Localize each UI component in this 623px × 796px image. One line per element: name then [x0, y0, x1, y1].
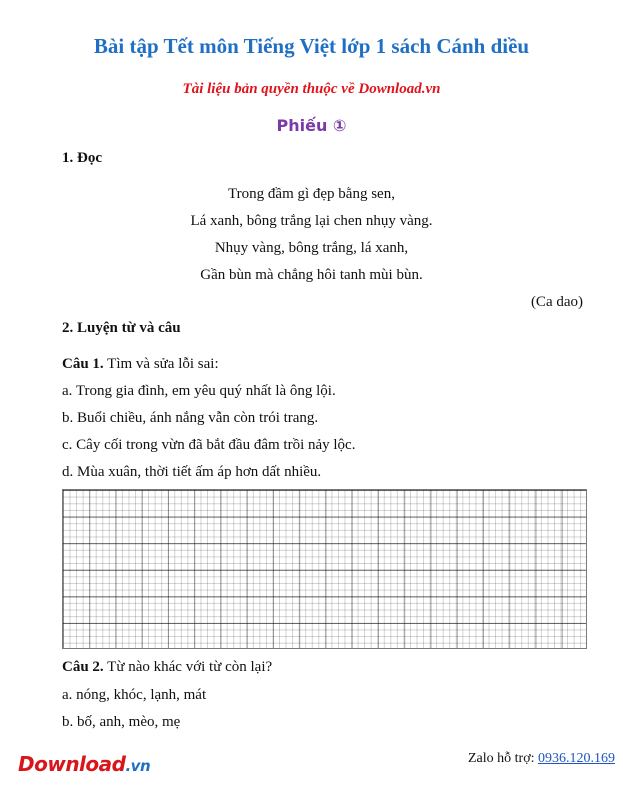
- question-1-item: a. Trong gia đình, em yêu quý nhất là ông lội.: [62, 383, 336, 399]
- section-vocab-heading: 2. Luyện từ và câu: [62, 320, 181, 336]
- question-2-item: a. nóng, khóc, lạnh, mát: [62, 687, 207, 703]
- poem-line: Lá xanh, bông trắng lại chen nhụy vàng.: [190, 213, 433, 229]
- section-reading-heading: 1. Đọc: [62, 150, 102, 166]
- logo-tld-text: .vn: [125, 757, 151, 775]
- question-1-prompt: [62, 356, 219, 373]
- poem-source: (Ca dao): [530, 294, 583, 310]
- page-title: Bài tập Tết môn Tiếng Việt lớp 1 sách Cánh diều: [93, 34, 530, 58]
- logo-main-text: Download: [18, 752, 126, 776]
- sheet-label: Phiếu ①: [276, 116, 347, 135]
- zalo-support: [468, 751, 615, 767]
- copyright-note: Tài liệu bản quyền thuộc về Download.vn: [182, 81, 441, 97]
- question-1-label: Câu 1.: [62, 356, 104, 372]
- question-1-text: Tìm và sửa lỗi sai:: [107, 356, 219, 372]
- download-logo[interactable]: [18, 752, 150, 776]
- question-1-item: b. Buổi chiều, ánh nắng vẫn còn trói trang.: [62, 410, 319, 426]
- zalo-support-label: Zalo hỗ trợ:: [468, 751, 535, 766]
- question-2-item: b. bố, anh, mèo, mẹ: [62, 714, 181, 730]
- poem-line: Gần bùn mà chẳng hôi tanh mùi bùn.: [200, 267, 423, 283]
- question-2-prompt: [62, 659, 272, 676]
- poem-line: Trong đầm gì đẹp bằng sen,: [228, 186, 395, 202]
- zalo-phone-link[interactable]: 0936.120.169: [538, 751, 615, 766]
- question-2-text: Từ nào khác với từ còn lại?: [107, 659, 273, 675]
- question-1-item: c. Cây cối trong vừn đã bắt đầu đâm trồi nảy lộc.: [62, 437, 356, 453]
- writing-grid[interactable]: [62, 489, 587, 649]
- poem-line: Nhụy vàng, bông trắng, lá xanh,: [214, 240, 409, 256]
- question-2-label: Câu 2.: [62, 659, 104, 675]
- question-1-item: d. Mùa xuân, thời tiết ấm áp hơn dất nhiều.: [62, 464, 322, 480]
